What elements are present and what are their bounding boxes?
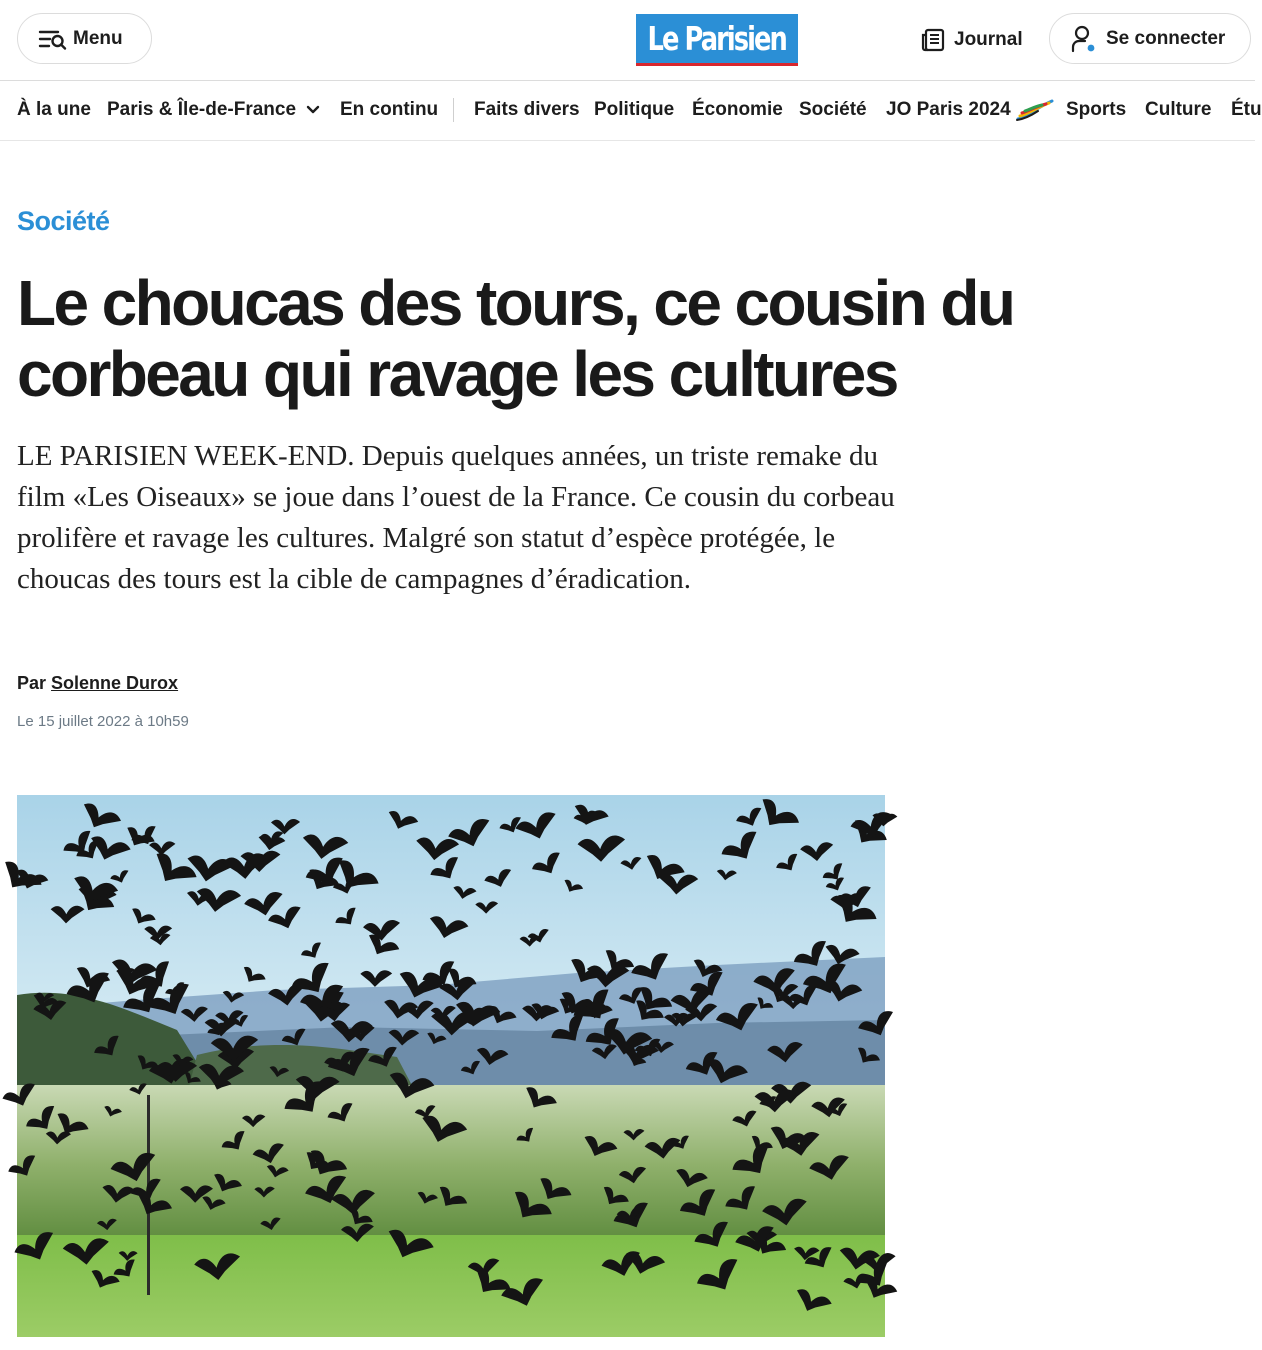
nav-item-politique[interactable] [594,99,674,121]
nav-item-label: Sports [1066,99,1127,120]
article-lede: LE PARISIEN WEEK-END. Depuis quelques années, un triste remake du film «Les Oiseaux» se joue dans l’ouest de la France. Ce cousin du corbeau prolifère et ravage les cultures. Malgré son statut d’espèce protégée, le choucas des tours est la cible de campagnes d’éradication. [17,440,895,595]
nav-divider [453,98,454,122]
nav-item-en-continu[interactable] [340,99,438,121]
nav-item-label: À la une [17,99,91,120]
menu-search-icon [39,28,67,50]
nav-item-etudiant[interactable] [1231,99,1262,121]
site-header [0,0,1255,81]
byline [17,673,178,694]
nav-item-culture[interactable] [1145,99,1212,121]
nav-item-label: Économie [692,99,783,120]
nav-item-sports[interactable] [1066,99,1126,121]
photo-jackdaws-flock [17,795,885,1337]
chevron-down-icon [306,105,320,115]
main-nav [0,81,1262,141]
nav-item-label: En continu [340,99,439,120]
nav-item-label: Culture [1145,99,1212,120]
nav-item-label: Faits divers [474,99,580,120]
newspaper-icon [920,27,946,53]
nav-item-label: JO Paris 2024 [886,99,1011,120]
journal-link[interactable] [920,26,1023,54]
login-label: Se connecter [1106,27,1226,49]
menu-button[interactable] [17,13,152,64]
article-section-link[interactable]: Société [17,206,110,236]
nav-item-label: Paris & Île-de-France [107,99,297,120]
publish-date: Le 15 juillet 2022 à 10h59 [17,713,189,730]
nav-item-faits-divers[interactable] [474,99,580,121]
logo-underline [636,63,798,66]
login-button[interactable] [1049,13,1251,64]
nav-item-a-la-une[interactable] [17,99,91,121]
user-icon [1071,25,1097,53]
byline-prefix: Par [17,673,47,693]
olympic-flame-icon [1016,99,1054,121]
menu-label: Menu [73,27,123,49]
author-link[interactable]: Solenne Durox [51,673,179,693]
nav-item-label: Société [799,99,867,120]
site-logo[interactable] [636,14,798,66]
logo-text: Le Parisien [647,18,787,58]
nav-item-label: Étu [1231,99,1262,120]
article-photo[interactable] [17,795,885,1337]
nav-item-societe[interactable] [799,99,867,121]
nav-item-economie[interactable] [692,99,783,121]
nav-item-paris-idf[interactable] [107,99,320,121]
journal-label: Journal [954,29,1023,50]
nav-item-jo-paris-2024[interactable] [886,99,1054,121]
article-headline: Le choucas des tours, ce cousin du corbeau qui ravage les cultures [17,267,1014,410]
nav-item-label: Politique [594,99,675,120]
